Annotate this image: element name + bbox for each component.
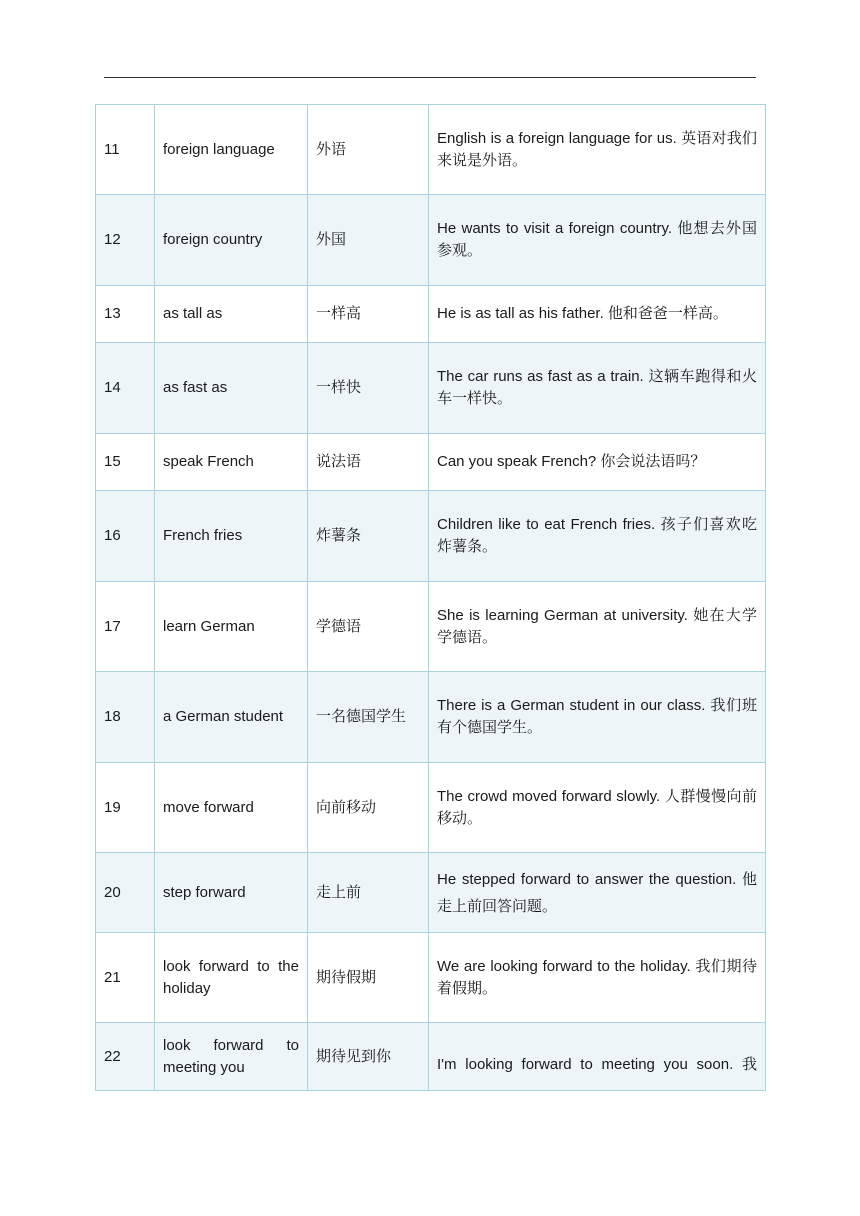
row-phrase: as fast as — [155, 343, 308, 434]
row-number: 20 — [96, 853, 155, 933]
row-number: 18 — [96, 672, 155, 763]
row-phrase: look forward to meeting you — [155, 1023, 308, 1091]
row-chinese: 学德语 — [308, 582, 429, 672]
row-chinese: 期待见到你 — [308, 1023, 429, 1091]
table-row — [96, 582, 766, 672]
vocabulary-table — [95, 104, 766, 1091]
row-number: 11 — [96, 105, 155, 195]
row-phrase: as tall as — [155, 286, 308, 343]
table-row — [96, 105, 766, 195]
row-number: 17 — [96, 582, 155, 672]
row-example: Can you speak French? 你会说法语吗？ — [429, 434, 766, 491]
row-phrase: speak French — [155, 434, 308, 491]
table-row — [96, 434, 766, 491]
table-row — [96, 672, 766, 763]
row-chinese: 炸薯条 — [308, 491, 429, 582]
row-chinese: 走上前 — [308, 853, 429, 933]
row-example: He is as tall as his father. 他和爸爸一样高。 — [429, 286, 766, 343]
row-number: 22 — [96, 1023, 155, 1091]
table-row — [96, 853, 766, 933]
row-example: The crowd moved forward slowly. 人群慢慢向前移动。 — [429, 763, 766, 853]
table-row — [96, 286, 766, 343]
row-example: He stepped forward to answer the question. 他走上前回答问题。 — [429, 853, 766, 933]
table-row — [96, 933, 766, 1023]
row-phrase: move forward — [155, 763, 308, 853]
row-number: 12 — [96, 195, 155, 286]
row-example: We are looking forward to the holiday. 我们期待着假期。 — [429, 933, 766, 1023]
row-example: Children like to eat French fries. 孩子们喜欢吃炸薯条。 — [429, 491, 766, 582]
row-chinese: 外国 — [308, 195, 429, 286]
header-rule — [104, 77, 756, 78]
row-example: The car runs as fast as a train. 这辆车跑得和火车一样快。 — [429, 343, 766, 434]
row-phrase: step forward — [155, 853, 308, 933]
row-number: 21 — [96, 933, 155, 1023]
row-example: There is a German student in our class. 我们班有个德国学生。 — [429, 672, 766, 763]
row-phrase: foreign language — [155, 105, 308, 195]
row-chinese: 向前移动 — [308, 763, 429, 853]
row-chinese: 外语 — [308, 105, 429, 195]
row-chinese: 一样高 — [308, 286, 429, 343]
row-chinese: 期待假期 — [308, 933, 429, 1023]
table-row — [96, 1023, 766, 1091]
row-number: 14 — [96, 343, 155, 434]
table-row — [96, 763, 766, 853]
row-chinese: 一名德国学生 — [308, 672, 429, 763]
row-number: 16 — [96, 491, 155, 582]
row-example: I'm looking forward to meeting you soon. 我 — [429, 1023, 766, 1091]
row-chinese: 说法语 — [308, 434, 429, 491]
row-phrase: foreign country — [155, 195, 308, 286]
row-example: She is learning German at university. 她在大学学德语。 — [429, 582, 766, 672]
row-phrase: a German student — [155, 672, 308, 763]
row-phrase: French fries — [155, 491, 308, 582]
row-example: English is a foreign language for us. 英语对我们来说是外语。 — [429, 105, 766, 195]
table-row — [96, 195, 766, 286]
row-number: 13 — [96, 286, 155, 343]
table-row — [96, 343, 766, 434]
row-chinese: 一样快 — [308, 343, 429, 434]
row-phrase: learn German — [155, 582, 308, 672]
table-row — [96, 491, 766, 582]
row-phrase: look forward to the holiday — [155, 933, 308, 1023]
row-example: He wants to visit a foreign country. 他想去外国参观。 — [429, 195, 766, 286]
row-number: 19 — [96, 763, 155, 853]
row-number: 15 — [96, 434, 155, 491]
